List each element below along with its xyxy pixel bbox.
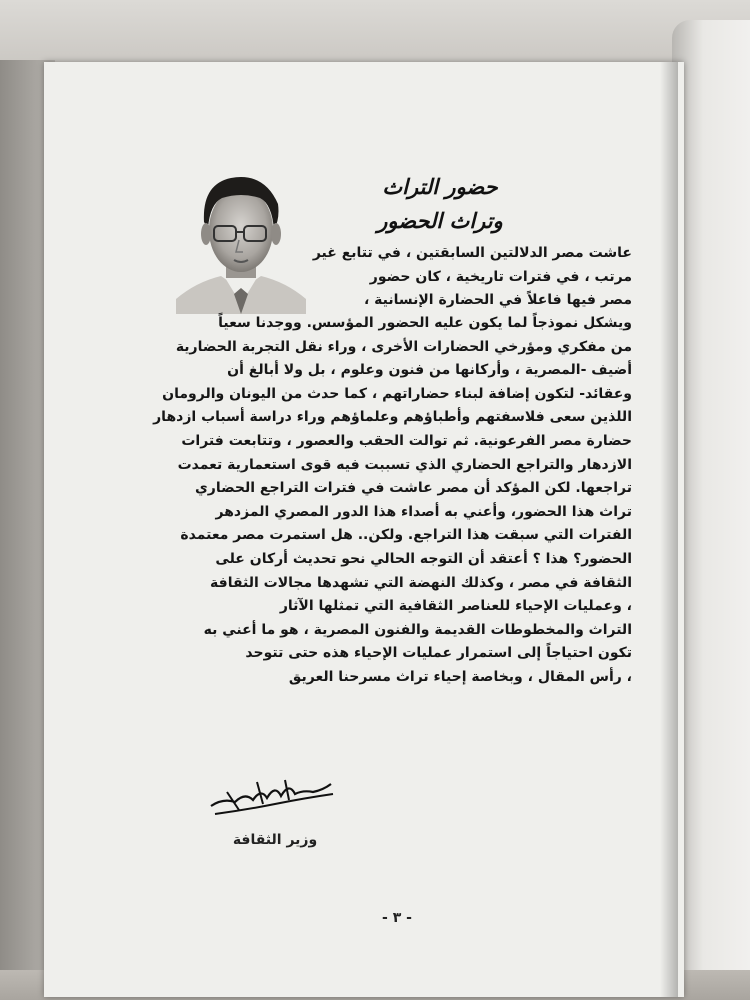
paragraph-2 — [153, 312, 632, 690]
text-line: أضيف -المصرية ، وأركانها من فنون وعلوم ، بل ولا أبالغ أن — [227, 362, 632, 379]
text-line: تراجعها. لكن المؤكد أن مصر عاشت في فترات التراجع الحضاري — [194, 480, 632, 497]
text-line: مرتب ، في فترات تاريخية ، كان حضور — [369, 268, 632, 285]
text-line: ، وعمليات الإحياء للعناصر الثقافية التي تمثلها الآثار — [279, 598, 632, 615]
article-content — [153, 160, 632, 810]
text-line: ، رأس المقال ، وبخاصة إحياء تراث مسرحنا العريق — [288, 668, 632, 685]
signer-title: وزير الثقافة — [232, 832, 318, 848]
text-line: الحضور؟ هذا ؟ أعتقد أن التوجه الحالي نحو تحديث أركان على — [215, 550, 632, 567]
handwritten-signature — [205, 770, 340, 830]
title-line-2: وتراث الحضور — [377, 208, 503, 233]
text-line: تكون احتياجاً إلى استمرار عمليات الإحياء هذه حتى تتوحد — [245, 645, 632, 662]
text-line: عاشت مصر الدلالتين السابقتين ، في تتابع غير — [312, 245, 632, 261]
text-line: وعقائد- لتكون إضافة لبناء حضاراتهم ، كما حدث من اليونان والرومان — [162, 385, 632, 402]
text-line: التراث والمخطوطات القديمة والفنون المصرية ، هو ما أعني به — [203, 621, 632, 638]
text-line: حضارة مصر الفرعونية. ثم توالت الحقب والعصور ، وتتابعت فترات — [181, 432, 632, 449]
text-line: تراث هذا الحضور، وأعني به أصداء هذا الدور المصري المزدهر — [215, 503, 632, 520]
text-line: الفترات التي سبقت هذا التراجع. ولكن.. هل استمرت مصر معتمدة — [180, 527, 632, 544]
paragraph-1 — [312, 242, 632, 313]
page-number: - ٣ - — [382, 910, 412, 926]
text-line: من مفكري ومؤرخي الحضارات الأخرى ، وراء نقل التجربة الحضارية — [175, 338, 632, 355]
page-gutter-shadow — [660, 62, 678, 997]
title-line-1: حضور التراث — [382, 174, 498, 199]
article-title — [370, 170, 510, 238]
text-line: ويشكل نموذجاً لما يكون عليه الحضور المؤسس. ووجدنا سعياً — [218, 315, 632, 331]
text-line: مصر فيها فاعلاً في الحضارة الإنسانية ، — [363, 292, 632, 309]
background-top — [0, 0, 750, 70]
text-line: الازدهار والتراجع الحضاري الذي تسببت فيه قوى استعمارية تعمدت — [177, 456, 632, 473]
text-line: اللذين سعى فلاسفتهم وأطباؤهم وعلماؤهم وراء دراسة أسباب ازدهار — [153, 409, 632, 426]
text-line: الثقافة في مصر ، وكذلك النهضة التي تشهدها مجالات الثقافة — [210, 574, 632, 591]
